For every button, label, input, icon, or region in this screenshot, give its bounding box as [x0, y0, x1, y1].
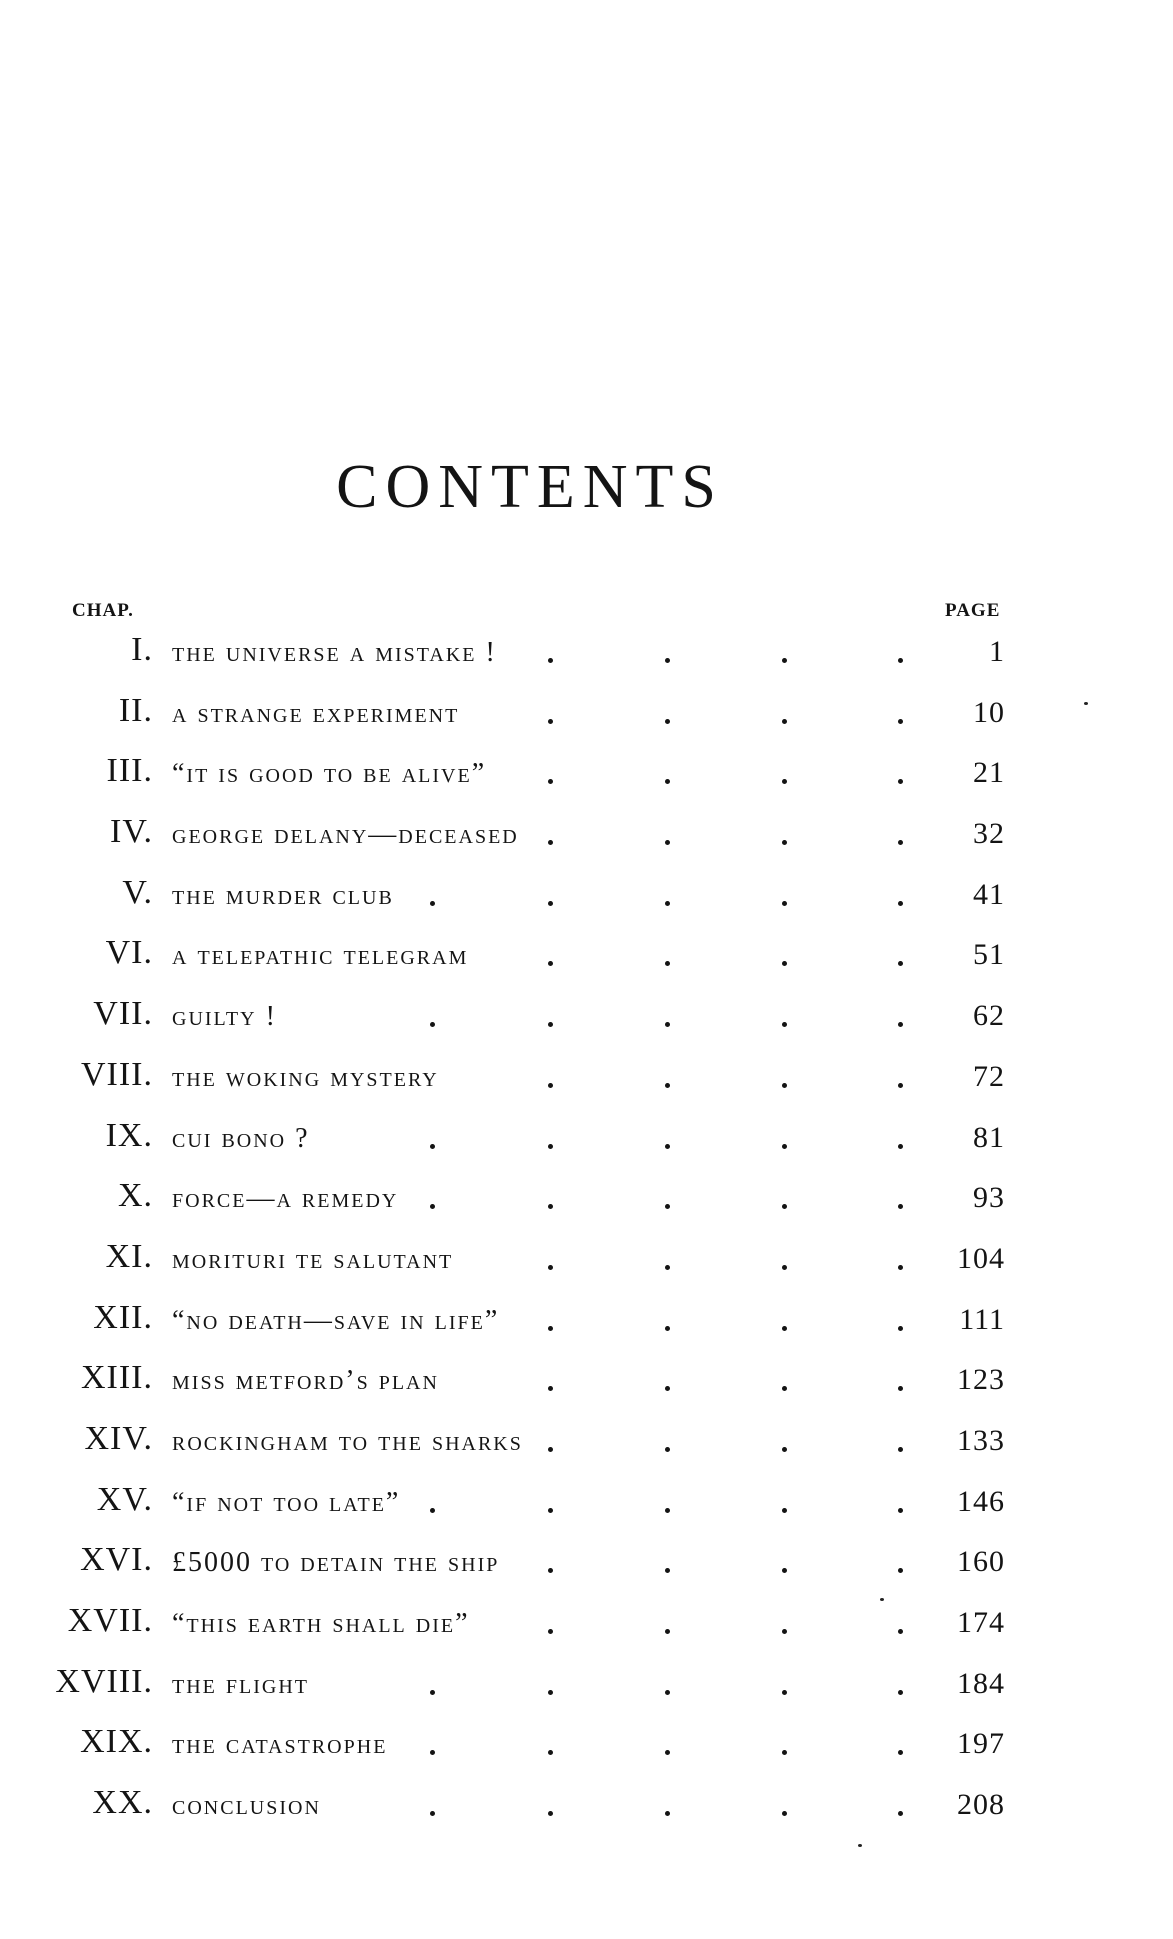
leader-dot — [898, 961, 903, 966]
chapter-title: a telepathic telegram — [172, 940, 469, 972]
page-number: 174 — [957, 1606, 1005, 1639]
leader-dot — [430, 1204, 435, 1209]
chapter-numeral: XIX. — [80, 1723, 153, 1761]
toc-entry — [0, 751, 1173, 812]
leader-dot — [665, 1265, 670, 1270]
leader-dot — [665, 779, 670, 784]
toc-entry — [0, 994, 1173, 1055]
page-number: 1 — [989, 635, 1005, 668]
chapter-numeral: XIV. — [84, 1419, 153, 1457]
leader-dot — [898, 1144, 903, 1149]
chapter-title: miss metford’s plan — [172, 1365, 439, 1397]
chapter-title: the catastrophe — [172, 1729, 388, 1761]
page-column-label: PAGE — [945, 600, 1001, 621]
toc-entry — [0, 812, 1173, 873]
table-of-contents — [0, 630, 1173, 1844]
page-number: 133 — [957, 1423, 1005, 1457]
leader-dot — [665, 1629, 670, 1634]
leader-dot — [782, 901, 787, 906]
leader-dot — [898, 1629, 903, 1634]
toc-entry — [0, 691, 1173, 752]
leader-dot — [898, 779, 903, 784]
page-number: 72 — [973, 1059, 1005, 1093]
toc-entry — [0, 933, 1173, 994]
page-number: 123 — [957, 1363, 1005, 1397]
leader-dot — [898, 1750, 903, 1755]
leader-dot — [782, 1204, 787, 1209]
leader-dot — [548, 1083, 553, 1088]
chapter-numeral: V. — [122, 873, 153, 911]
leader-dot — [898, 1690, 903, 1695]
leader-dot — [782, 1326, 787, 1331]
leader-dot — [782, 1083, 787, 1088]
leader-dot — [782, 1022, 787, 1027]
page-title: CONTENTS — [336, 453, 724, 521]
chapter-numeral: IV. — [110, 813, 153, 851]
toc-entry — [0, 1540, 1173, 1601]
leader-dot — [782, 658, 787, 663]
leader-dot — [782, 1386, 787, 1391]
page-number: 104 — [957, 1241, 1005, 1275]
leader-dot — [548, 658, 553, 663]
leader-dot — [898, 658, 903, 663]
leader-dot — [782, 1750, 787, 1755]
toc-entry — [0, 1783, 1173, 1844]
leader-dot — [665, 961, 670, 966]
chapter-title: morituri te salutant — [172, 1243, 454, 1275]
page-number: 62 — [973, 999, 1005, 1033]
chapter-numeral: IX. — [105, 1116, 153, 1154]
leader-dot — [548, 1447, 553, 1452]
leader-dot — [665, 1690, 670, 1695]
leader-dot — [665, 1750, 670, 1755]
leader-dot — [548, 1568, 553, 1573]
chapter-numeral: VIII. — [80, 1055, 153, 1093]
leader-dot — [665, 1447, 670, 1452]
toc-entry — [0, 1480, 1173, 1541]
chapter-title: £5000 to detain the ship — [172, 1547, 500, 1579]
page-number: 32 — [973, 817, 1005, 851]
chapter-title: the woking mystery — [172, 1061, 439, 1093]
leader-dot — [548, 1144, 553, 1149]
leader-dot — [548, 1690, 553, 1695]
leader-dot — [548, 719, 553, 724]
toc-entry — [0, 630, 1173, 691]
leader-dot — [430, 1811, 435, 1816]
leader-dot — [782, 1690, 787, 1695]
leader-dot — [548, 1265, 553, 1270]
leader-dot — [665, 1083, 670, 1088]
leader-dot — [665, 658, 670, 663]
leader-dot — [548, 1204, 553, 1209]
chapter-numeral: XIII. — [80, 1359, 153, 1397]
leader-dot — [665, 1568, 670, 1573]
chapter-title: “if not too late” — [172, 1486, 401, 1518]
leader-dot — [548, 1750, 553, 1755]
leader-dot — [898, 1022, 903, 1027]
leader-dot — [430, 1690, 435, 1695]
page-number: 10 — [973, 695, 1005, 729]
leader-dot — [782, 1568, 787, 1573]
leader-dot — [782, 961, 787, 966]
leader-dot — [665, 1386, 670, 1391]
leader-dot — [782, 840, 787, 845]
chapter-numeral: VI. — [105, 934, 153, 972]
leader-dot — [430, 901, 435, 906]
leader-dot — [898, 1508, 903, 1513]
leader-dot — [430, 1022, 435, 1027]
chapter-numeral: XII. — [93, 1298, 153, 1336]
leader-dot — [430, 1508, 435, 1513]
leader-dot — [548, 1811, 553, 1816]
leader-dot — [898, 901, 903, 906]
leader-dot — [782, 1265, 787, 1270]
chapter-title: a strange experiment — [172, 697, 460, 729]
chapter-title: force—a remedy — [172, 1183, 399, 1215]
page-number: 51 — [973, 938, 1005, 972]
leader-dot — [665, 1144, 670, 1149]
chapter-title: the flight — [172, 1668, 309, 1700]
leader-dot — [548, 779, 553, 784]
leader-dot — [898, 1447, 903, 1452]
page-number: 208 — [957, 1788, 1005, 1822]
toc-entry — [0, 1298, 1173, 1359]
leader-dot — [665, 1811, 670, 1816]
leader-dot — [548, 1386, 553, 1391]
chapter-numeral: XVI. — [80, 1541, 153, 1579]
page-number: 21 — [973, 756, 1005, 790]
leader-dot — [898, 1811, 903, 1816]
chapter-column-label: CHAP. — [72, 600, 134, 621]
page-number: 184 — [957, 1666, 1005, 1700]
leader-dot — [665, 840, 670, 845]
toc-entry — [0, 1358, 1173, 1419]
print-speck — [880, 1598, 884, 1601]
toc-entry — [0, 1055, 1173, 1116]
print-speck — [858, 1844, 862, 1847]
leader-dot — [665, 1508, 670, 1513]
print-speck — [1084, 702, 1088, 705]
chapter-numeral: I. — [131, 631, 153, 668]
toc-entry — [0, 1176, 1173, 1237]
leader-dot — [548, 1508, 553, 1513]
leader-dot — [898, 840, 903, 845]
chapter-title: the murder club — [172, 879, 394, 911]
chapter-numeral: XI. — [105, 1237, 153, 1275]
leader-dot — [782, 1447, 787, 1452]
leader-dot — [548, 1629, 553, 1634]
leader-dot — [665, 901, 670, 906]
chapter-numeral: XVIII. — [55, 1662, 153, 1700]
leader-dot — [898, 1386, 903, 1391]
chapter-title: “this earth shall die” — [172, 1608, 470, 1639]
chapter-title: the universe a mistake ! — [172, 637, 497, 668]
leader-dot — [665, 719, 670, 724]
leader-dot — [430, 1750, 435, 1755]
toc-entry — [0, 1662, 1173, 1723]
page-number: 81 — [973, 1120, 1005, 1154]
leader-dot — [782, 719, 787, 724]
leader-dot — [898, 1083, 903, 1088]
chapter-title: “it is good to be alive” — [172, 758, 487, 790]
chapter-title: cui bono ? — [172, 1122, 310, 1154]
chapter-title: george delany—deceased — [172, 819, 519, 851]
page-number: 93 — [973, 1181, 1005, 1215]
leader-dot — [898, 1265, 903, 1270]
leader-dot — [898, 1326, 903, 1331]
leader-dot — [548, 1326, 553, 1331]
chapter-numeral: X. — [117, 1177, 153, 1215]
leader-dot — [665, 1022, 670, 1027]
toc-entry — [0, 873, 1173, 934]
leader-dot — [548, 1022, 553, 1027]
leader-dot — [898, 719, 903, 724]
chapter-numeral: III. — [106, 752, 153, 790]
leader-dot — [898, 1204, 903, 1209]
leader-dot — [898, 1568, 903, 1573]
chapter-title: conclusion — [172, 1790, 321, 1822]
leader-dot — [782, 1144, 787, 1149]
toc-entry — [0, 1419, 1173, 1480]
page-number: 111 — [959, 1302, 1005, 1336]
leader-dot — [665, 1204, 670, 1209]
page-number: 160 — [957, 1545, 1005, 1579]
leader-dot — [782, 1508, 787, 1513]
leader-dot — [665, 1326, 670, 1331]
leader-dot — [782, 1811, 787, 1816]
page-number: 41 — [973, 877, 1005, 911]
toc-entry — [0, 1116, 1173, 1177]
leader-dot — [548, 961, 553, 966]
chapter-numeral: XX. — [92, 1784, 153, 1822]
leader-dot — [430, 1144, 435, 1149]
chapter-numeral: II. — [118, 691, 153, 729]
leader-dot — [782, 779, 787, 784]
chapter-title: “no death—save in life” — [172, 1304, 500, 1336]
toc-entry — [0, 1601, 1173, 1662]
chapter-title: guilty ! — [172, 1001, 277, 1033]
chapter-numeral: XV. — [96, 1480, 153, 1518]
chapter-numeral: VII. — [93, 995, 153, 1033]
page-number: 146 — [957, 1484, 1005, 1518]
leader-dot — [548, 901, 553, 906]
toc-entry — [0, 1237, 1173, 1298]
chapter-numeral: XVII. — [67, 1602, 153, 1639]
chapter-title: rockingham to the sharks — [172, 1425, 523, 1457]
leader-dot — [548, 840, 553, 845]
toc-entry — [0, 1722, 1173, 1783]
page-number: 197 — [957, 1727, 1005, 1761]
leader-dot — [782, 1629, 787, 1634]
